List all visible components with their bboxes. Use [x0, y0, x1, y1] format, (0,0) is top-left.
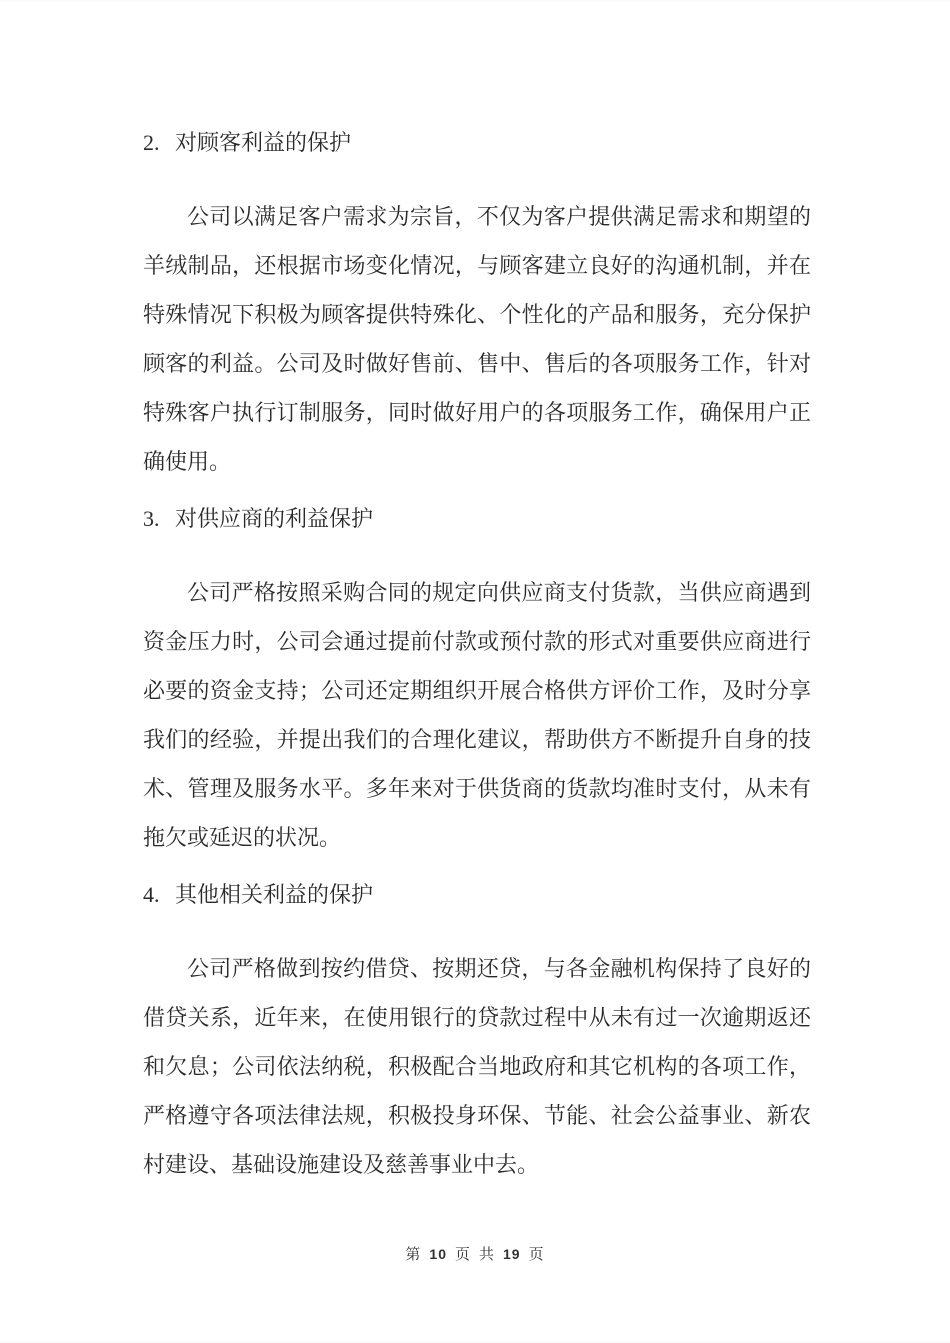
footer-text: 页 — [454, 1247, 471, 1263]
section-number: 3. — [143, 506, 160, 531]
section-supplier-interests — [143, 506, 811, 862]
paragraph-line: 确使用。 — [143, 449, 232, 474]
section-customer-interests — [143, 130, 811, 486]
paragraph-line: 术、管理及服务水平。多年来对于供货商的货款均准时支付，从未有 — [143, 776, 811, 801]
paragraph-line: 我们的经验，并提出我们的合理化建议，帮助供方不断提升自身的技 — [143, 727, 811, 752]
section-paragraph — [143, 568, 811, 862]
page-number-footer — [0, 1243, 950, 1264]
paragraph-line: 公司严格做到按约借贷、按期还贷，与各金融机构保持了良好的 — [187, 956, 811, 981]
paragraph-line: 拖欠或延迟的状况。 — [143, 825, 342, 850]
section-other-interests — [143, 882, 811, 1189]
section-paragraph — [143, 944, 811, 1189]
footer-current-page: 10 — [429, 1246, 447, 1262]
footer-text: 页 — [528, 1247, 545, 1263]
paragraph-line: 严格遵守各项法律法规，积极投身环保、节能、社会公益事业、新农 — [143, 1103, 811, 1128]
section-title: 其他相关利益的保护 — [175, 882, 374, 907]
page-content — [143, 130, 811, 1209]
section-heading — [143, 882, 811, 908]
paragraph-line: 公司以满足客户需求为宗旨，不仅为客户提供满足需求和期望的 — [187, 204, 811, 229]
paragraph-line: 顾客的利益。公司及时做好售前、售中、售后的各项服务工作，针对 — [143, 351, 811, 376]
paragraph-line: 借贷关系，近年来，在使用银行的贷款过程中从未有过一次逾期返还 — [143, 1005, 811, 1030]
section-heading — [143, 506, 811, 532]
paragraph-line: 必要的资金支持；公司还定期组织开展合格供方评价工作，及时分享 — [143, 678, 811, 703]
section-title: 对供应商的利益保护 — [175, 506, 374, 531]
section-title: 对顾客利益的保护 — [175, 130, 352, 155]
paragraph-line: 特殊客户执行订制服务，同时做好用户的各项服务工作，确保用户正 — [143, 400, 811, 425]
paragraph-line: 羊绒制品，还根据市场变化情况，与顾客建立良好的沟通机制，并在 — [143, 253, 811, 278]
section-paragraph — [143, 192, 811, 486]
footer-text: 第 — [405, 1247, 422, 1263]
section-heading — [143, 130, 811, 156]
footer-text: 共 — [479, 1247, 496, 1263]
section-number: 2. — [143, 130, 160, 155]
paragraph-line: 特殊情况下积极为顾客提供特殊化、个性化的产品和服务，充分保护 — [143, 302, 811, 327]
section-number: 4. — [143, 882, 160, 907]
paragraph-line: 资金压力时，公司会通过提前付款或预付款的形式对重要供应商进行 — [143, 629, 811, 654]
paragraph-line: 和欠息；公司依法纳税，积极配合当地政府和其它机构的各项工作， — [143, 1054, 811, 1079]
paragraph-line: 村建设、基础设施建设及慈善事业中去。 — [143, 1152, 540, 1177]
paragraph-line: 公司严格按照采购合同的规定向供应商支付货款，当供应商遇到 — [187, 580, 811, 605]
page-background — [0, 2, 950, 1341]
footer-total-pages: 19 — [503, 1246, 521, 1262]
